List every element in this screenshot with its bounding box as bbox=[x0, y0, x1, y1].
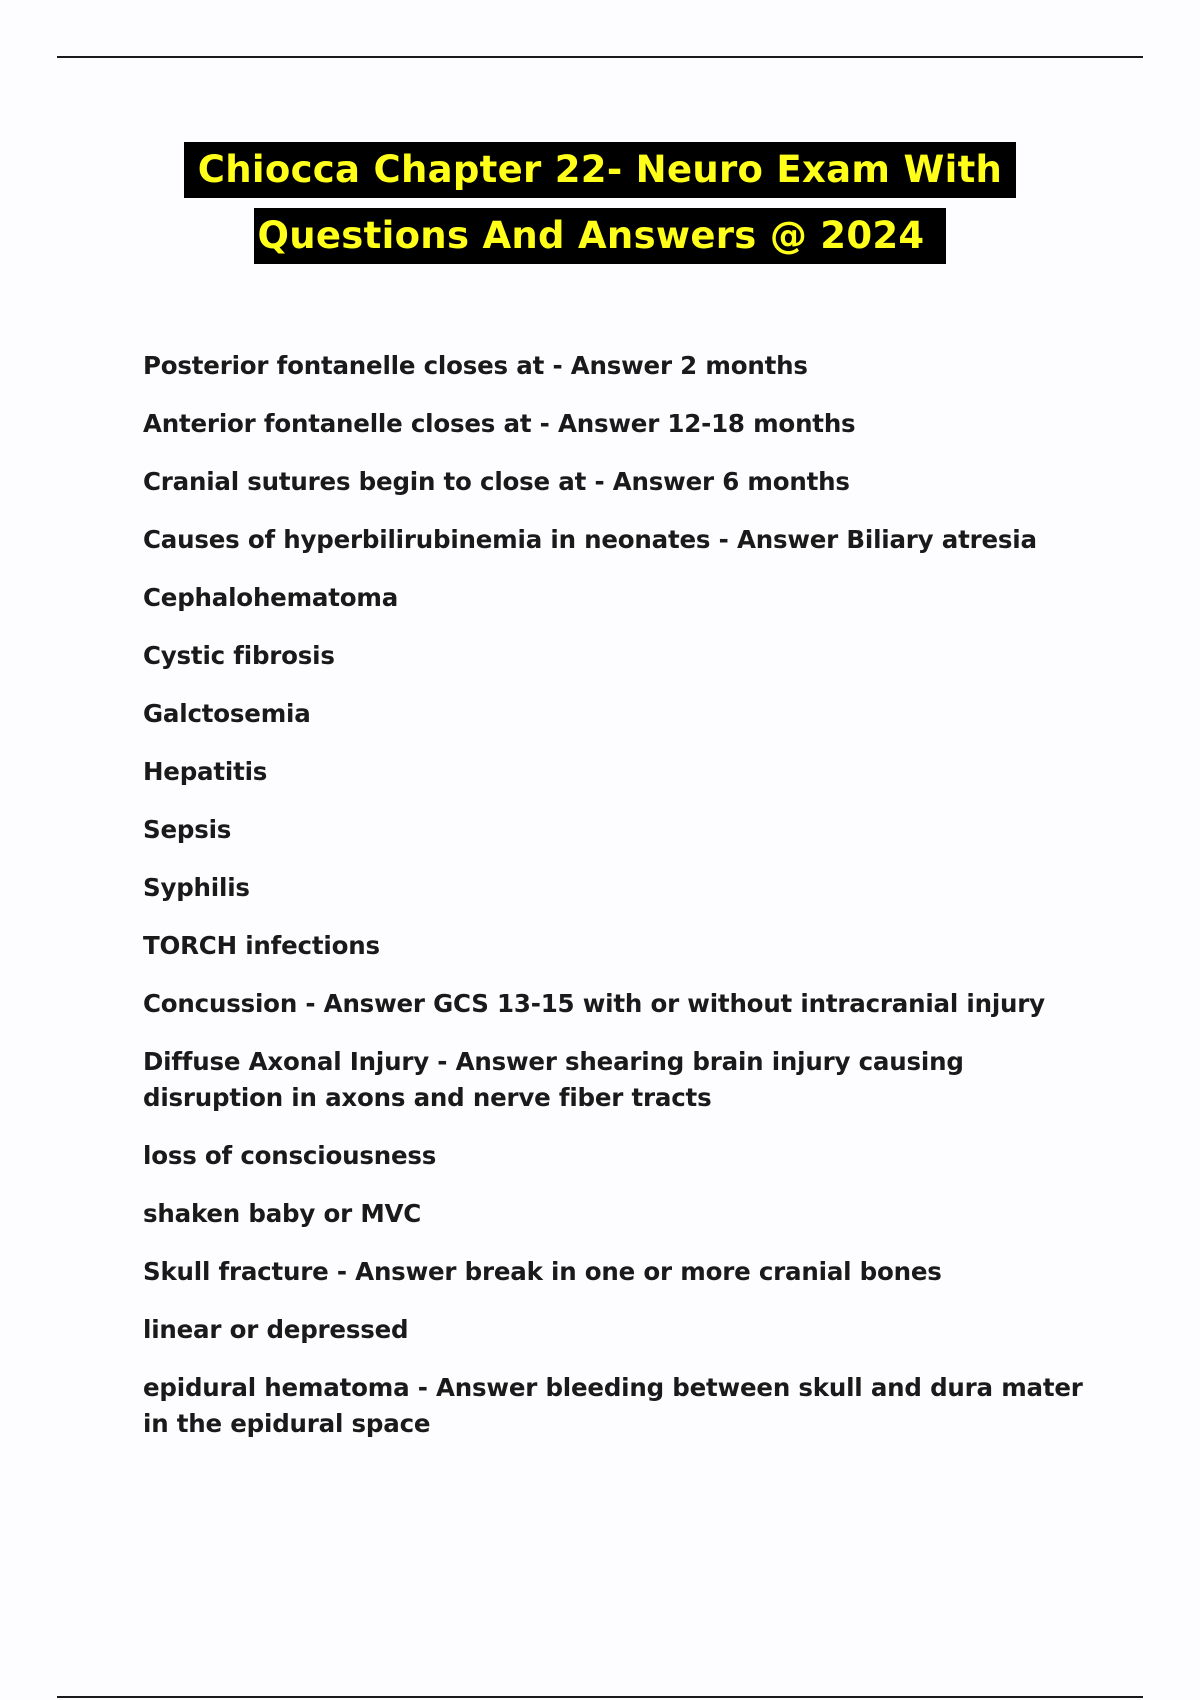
qa-item: Galctosemia bbox=[143, 699, 311, 728]
qa-item: Cephalohematoma bbox=[143, 583, 399, 612]
qa-item: Syphilis bbox=[143, 873, 250, 902]
qa-item: Skull fracture - Answer break in one or more cranial bones bbox=[143, 1257, 942, 1286]
qa-list bbox=[143, 348, 1093, 1464]
qa-item: Hepatitis bbox=[143, 757, 268, 786]
qa-item: linear or depressed bbox=[143, 1315, 409, 1344]
qa-item: Sepsis bbox=[143, 815, 232, 844]
qa-item: shaken baby or MVC bbox=[143, 1199, 422, 1228]
title-line-1: Chiocca Chapter 22- Neuro Exam With bbox=[184, 142, 1016, 198]
qa-item: TORCH infections bbox=[143, 931, 380, 960]
qa-item: Anterior fontanelle closes at - Answer 12-18 months bbox=[143, 409, 856, 438]
qa-item: Diffuse Axonal Injury - Answer shearing brain injury causing disruption in axons and nerve fiber tracts bbox=[143, 1047, 964, 1112]
bottom-rule bbox=[57, 1696, 1143, 1698]
qa-item: Posterior fontanelle closes at - Answer 2 months bbox=[143, 351, 808, 380]
qa-item: Cystic fibrosis bbox=[143, 641, 335, 670]
title-line-2: Questions And Answers @ 2024 bbox=[254, 208, 947, 264]
qa-item: Cranial sutures begin to close at - Answer 6 months bbox=[143, 467, 850, 496]
top-rule bbox=[57, 56, 1143, 58]
qa-item: Concussion - Answer GCS 13-15 with or without intracranial injury bbox=[143, 989, 1045, 1018]
document-title bbox=[0, 142, 1200, 264]
qa-item: Causes of hyperbilirubinemia in neonates - Answer Biliary atresia bbox=[143, 525, 1037, 554]
qa-item: epidural hematoma - Answer bleeding between skull and dura mater in the epidural space bbox=[143, 1373, 1083, 1438]
qa-item: loss of consciousness bbox=[143, 1141, 437, 1170]
